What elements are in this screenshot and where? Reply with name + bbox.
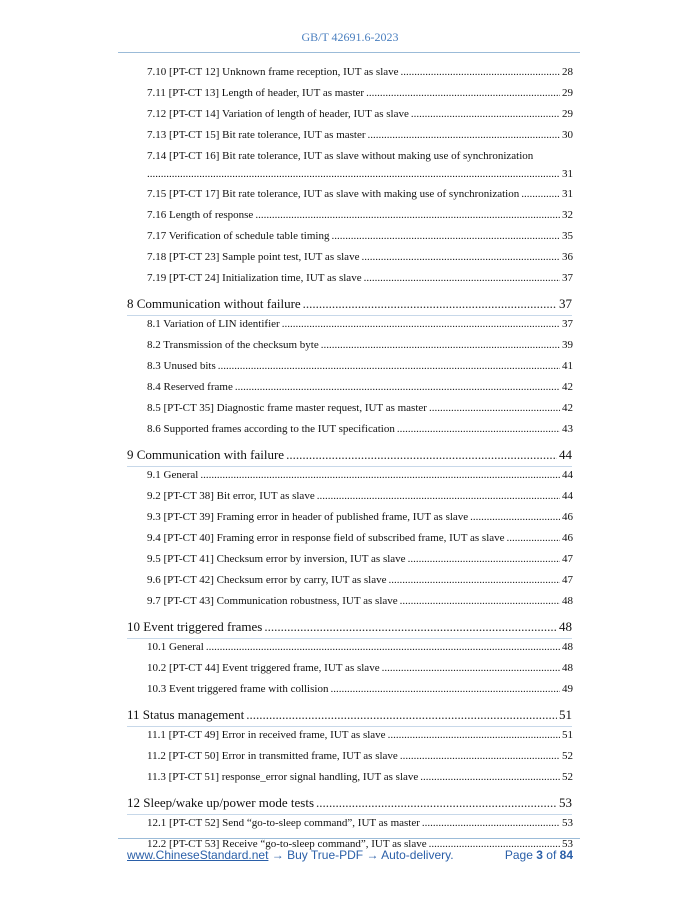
table-of-contents (0, 66, 700, 859)
toc-entry[interactable]: 7.16 Length of response ..... 32 (147, 209, 573, 230)
toc-entry[interactable]: 7.15 [PT-CT 17] Bit rate tolerance, IUT as slave with making use of synchronization ..... 31 (147, 188, 573, 209)
total-pages: 84 (559, 848, 573, 862)
toc-entry[interactable]: 9.7 [PT-CT 43] Communication robustness, IUT as slave ..... 48 (147, 595, 573, 616)
toc-entry[interactable]: 11.2 [PT-CT 50] Error in transmitted frame, IUT as slave ..... 52 (147, 750, 573, 771)
toc-entry[interactable]: 7.10 [PT-CT 12] Unknown frame reception, IUT as slave ..... 28 (147, 66, 573, 87)
toc-entry[interactable]: 8.3 Unused bits ..... 41 (147, 360, 573, 381)
toc-entry[interactable]: 12.2 [PT-CT 53] Receive “go-to-sleep command”, IUT as slave ..... 53 (147, 838, 573, 859)
toc-entry[interactable]: 9.5 [PT-CT 41] Checksum error by inversion, IUT as slave ..... 47 (147, 553, 573, 574)
document-footer (127, 848, 573, 862)
toc-entry[interactable] (147, 150, 573, 188)
toc-entry[interactable]: 7.12 [PT-CT 14] Variation of length of header, IUT as slave ..... 29 (147, 108, 573, 129)
toc-entry[interactable]: 7.18 [PT-CT 23] Sample point test, IUT as slave ..... 36 (147, 251, 573, 272)
toc-chapter[interactable]: 11 Status management ..... 51 (127, 704, 572, 729)
header-divider (118, 52, 580, 53)
footer-divider (118, 838, 580, 839)
toc-entry[interactable]: 9.3 [PT-CT 39] Framing error in header of published frame, IUT as slave ..... 46 (147, 511, 573, 532)
toc-entry[interactable]: 7.13 [PT-CT 15] Bit rate tolerance, IUT as master ..... 30 (147, 129, 573, 150)
toc-entry[interactable]: 7.19 [PT-CT 24] Initialization time, IUT as slave ..... 37 (147, 272, 573, 293)
toc-entry[interactable]: 12.1 [PT-CT 52] Send “go-to-sleep command”, IUT as master ..... 53 (147, 817, 573, 838)
toc-entry[interactable]: 9.1 General ..... 44 (147, 469, 573, 490)
current-page: 3 (536, 848, 543, 862)
standard-code: GB/T 42691.6-2023 (301, 30, 399, 44)
toc-entry[interactable]: 7.17 Verification of schedule table timing ..... 35 (147, 230, 573, 251)
toc-chapter[interactable]: 12 Sleep/wake up/power mode tests ..... 53 (127, 792, 572, 817)
toc-entry[interactable]: 9.6 [PT-CT 42] Checksum error by carry, IUT as slave ..... 47 (147, 574, 573, 595)
toc-entry[interactable]: 10.2 [PT-CT 44] Event triggered frame, IUT as slave ..... 48 (147, 662, 573, 683)
promo-text: → Buy True-PDF → Auto-delivery. (268, 848, 454, 862)
toc-entry[interactable]: 8.5 [PT-CT 35] Diagnostic frame master request, IUT as master ..... 42 (147, 402, 573, 423)
toc-entry[interactable]: 9.2 [PT-CT 38] Bit error, IUT as slave ..... 44 (147, 490, 573, 511)
toc-entry-page: 31 (562, 168, 573, 180)
toc-entry[interactable]: 9.4 [PT-CT 40] Framing error in response field of subscribed frame, IUT as slave ..... 46 (147, 532, 573, 553)
document-header (0, 30, 700, 45)
toc-chapter[interactable]: 9 Communication with failure ..... 44 (127, 444, 572, 469)
page-indicator: Page 3 of 84 (504, 848, 573, 862)
toc-entry-title: 7.14 [PT-CT 16] Bit rate tolerance, IUT as slave without making use of synchronization (147, 150, 534, 162)
toc-entry[interactable]: 7.11 [PT-CT 13] Length of header, IUT as master ..... 29 (147, 87, 573, 108)
site-link[interactable]: www.ChineseStandard.net (127, 848, 269, 862)
toc-chapter[interactable]: 10 Event triggered frames ..... 48 (127, 616, 572, 641)
toc-entry[interactable]: 10.1 General ..... 48 (147, 641, 573, 662)
toc-entry[interactable]: 11.1 [PT-CT 49] Error in received frame, IUT as slave ..... 51 (147, 729, 573, 750)
toc-entry[interactable]: 8.4 Reserved frame ..... 42 (147, 381, 573, 402)
toc-entry[interactable]: 11.3 [PT-CT 51] response_error signal handling, IUT as slave ..... 52 (147, 771, 573, 792)
toc-entry[interactable]: 8.2 Transmission of the checksum byte ..... 39 (147, 339, 573, 360)
footer-promo (127, 848, 454, 862)
toc-entry[interactable]: 8.6 Supported frames according to the IUT specification ..... 43 (147, 423, 573, 444)
toc-entry[interactable]: 10.3 Event triggered frame with collision ..... 49 (147, 683, 573, 704)
toc-entry[interactable]: 8.1 Variation of LIN identifier ..... 37 (147, 318, 573, 339)
toc-chapter[interactable]: 8 Communication without failure ..... 37 (127, 293, 572, 318)
